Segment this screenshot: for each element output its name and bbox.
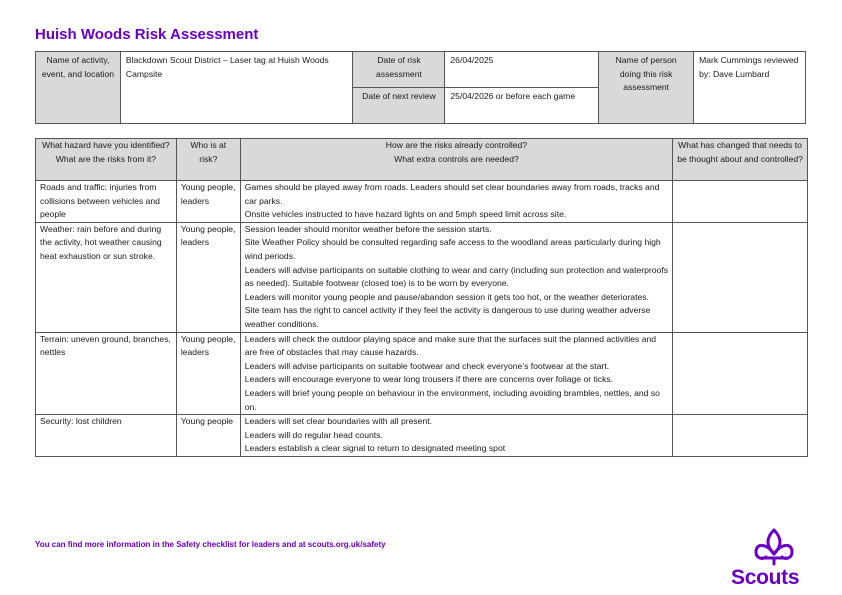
hazard-cell [36, 181, 177, 223]
hazard-description: rain before and during the activity, hot weather causing heat exhaustion or sun stroke. [40, 223, 162, 261]
activity-name-value: Blackdown Scout District – Laser tag at Huish Woods Campsite [120, 52, 353, 124]
who-cell: Young people [176, 415, 240, 457]
controls-header-line2: What extra controls are needed? [394, 153, 519, 164]
control-line: Leaders will do regular head counts. [244, 429, 383, 440]
assessor-value: Mark Cummings reviewed by: Dave Lumbard [694, 52, 806, 124]
assessment-info-table [35, 51, 806, 124]
changed-cell [673, 415, 808, 457]
hazard-header-line2: What are the risks from it? [55, 153, 157, 164]
control-line: Games should be played away from roads. Leaders should set clear boundaries away from roads, tracks and car parks. [244, 182, 660, 206]
controls-cell [240, 415, 672, 457]
assessment-date-value: 26/04/2025 [445, 52, 599, 88]
control-line: Leaders will set clear boundaries with all present. [244, 416, 433, 427]
control-line: Leaders will brief young people on behaviour in the environment, including avoiding brambles, nettles, and so on. [244, 387, 660, 412]
table-row [36, 332, 808, 415]
hazard-description: lost children [73, 416, 122, 427]
hazard-title: Roads and traffic: [40, 182, 108, 192]
who-cell: Young people, leaders [176, 181, 240, 223]
hazard-header-line1: What hazard have you identified? [42, 140, 170, 150]
controls-cell [240, 181, 672, 223]
page-title: Huish Woods Risk Assessment [35, 26, 259, 43]
control-line: Onsite vehicles instructed to have hazard lights on and 5mph speed limit across site. [244, 209, 567, 220]
table-row [36, 415, 808, 457]
safety-info-link[interactable]: You can find more information in the Safety checklist for leaders and at scouts.org.uk/safety [35, 540, 386, 549]
hazard-cell [36, 415, 177, 457]
control-line: Leaders will advise participants on suitable clothing to wear and carry (including sun protection and waterproofs as needed). Suitable footwear (closed toe) is to be worn by everyone. [244, 264, 669, 289]
assessment-date-label: Date of risk assessment [353, 52, 445, 88]
activity-name-label: Name of activity, event, and location [36, 52, 121, 124]
control-line: Site Weather Policy should be consulted regarding safe access to the woodland areas particularly during high wind periods. [244, 237, 661, 261]
table-row [36, 222, 808, 332]
controls-cell [240, 332, 672, 415]
control-line: Site team has the right to cancel activity if they feel the activity is dangerous to use during weather adverse weather conditions. [244, 305, 651, 329]
control-line: Leaders establish a clear signal to return to designated meeting spot [244, 443, 506, 454]
hazard-description: injuries from collisions between vehicles and people [40, 182, 160, 220]
changed-cell [673, 332, 808, 415]
control-line: Leaders will check the outdoor playing space and make sure that the surfaces suit the planned activities and are free of obstacles that may cause hazards. [244, 333, 657, 358]
control-line: Leaders will advise participants on suitable footwear and check everyone’s footwear at the start. [244, 360, 610, 371]
changed-cell [673, 181, 808, 223]
next-review-label: Date of next review [353, 88, 445, 124]
changed-column-header: What has changed that needs to be thought about and controlled? [673, 139, 808, 181]
who-column-header: Who is at risk? [176, 139, 240, 181]
controls-column-header [240, 139, 672, 181]
who-cell: Young people, leaders [176, 332, 240, 415]
who-cell: Young people, leaders [176, 222, 240, 332]
scouts-logo-text: Scouts [731, 566, 800, 589]
changed-cell [673, 222, 808, 332]
hazard-table [35, 138, 808, 457]
hazard-title: Security: [40, 416, 74, 427]
next-review-value: 25/04/2026 or before each game [445, 88, 599, 124]
hazard-title: Terrain: [40, 333, 69, 344]
table-row [36, 181, 808, 223]
assessor-label: Name of person doing this risk assessment [599, 52, 694, 124]
controls-header-line1: How are the risks already controlled? [385, 140, 528, 150]
hazard-cell [36, 222, 177, 332]
control-line: Leaders will encourage everyone to wear long trousers if there are concerns over foliage or ticks. [244, 374, 614, 385]
hazard-title: Weather: [40, 223, 75, 234]
hazard-description: uneven ground, branches, nettles [40, 333, 171, 358]
controls-cell [240, 222, 672, 332]
hazard-cell [36, 332, 177, 415]
hazard-column-header [36, 139, 177, 181]
control-line: Session leader should monitor weather before the session starts. [244, 223, 492, 234]
control-line: Leaders will monitor young people and pause/abandon session it gets too hot, or the weather deteriorates. [244, 291, 649, 302]
